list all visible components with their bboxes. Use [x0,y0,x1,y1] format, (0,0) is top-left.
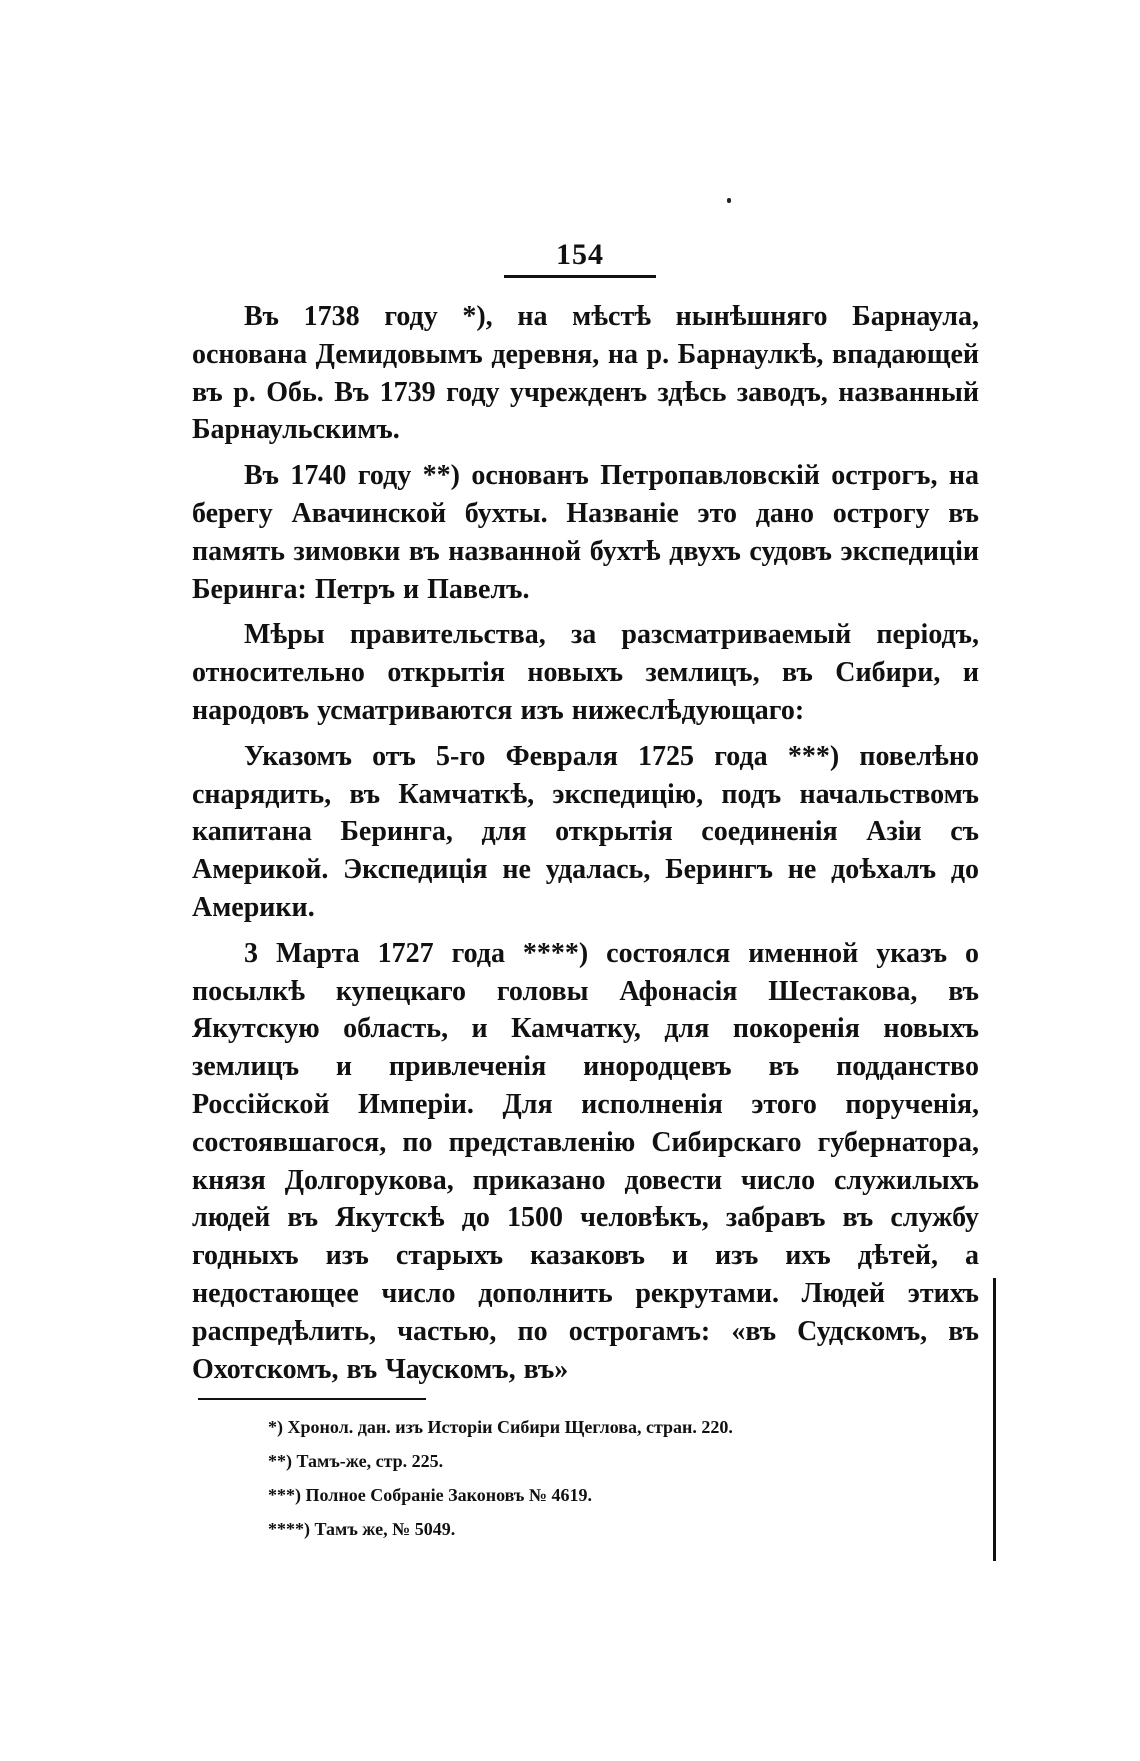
footnote-1: *) Хронол. дан. изъ Исторіи Сибири Щеглова, стран. 220. [268,1417,733,1437]
paragraph-bering-expedition: Указомъ отъ 5-го Февраля 1725 года ***) повелѣно снарядить, въ Камчаткѣ, экспедицію, подъ начальствомъ капитана Беринга, для открытія соединенія Азіи съ Америкой. Экспедиція не удалась, Берингъ не доѣхалъ до Америки. [192,740,979,923]
footnote-2: **) Тамъ-же, стр. 225. [268,1451,444,1471]
footnote-4: ****) Тамъ же, № 5049. [268,1519,456,1539]
print-speck [727,198,731,203]
body-text [192,298,979,1396]
footnote-divider [198,1398,426,1400]
page-edge-line [993,1278,996,1561]
paragraph-government-measures: Мѣры правительства, за разсматриваемый періодъ, относительно открытія новыхъ землицъ, въ Сибири, и народовъ усматриваются изъ нижеслѣдующаго: [192,619,979,726]
page-number-underline [504,275,656,278]
paragraph-barnaul: Въ 1738 году *), на мѣстѣ нынѣшняго Барнаула, основана Демидовымъ деревня, на р. Барнаулкѣ, впадающей въ р. Обь. Въ 1739 году учрежденъ здѣсь заводъ, названный Барнаульскимъ. [192,301,979,446]
paragraph-shestakov-decree: 3 Марта 1727 года ****) состоялся именной указъ о посылкѣ купецкаго головы Афонасія Шестакова, въ Якутскую область, и Камчатку, для покоренія новыхъ землицъ и привлеченія инородцевъ въ подданство Россійской Имперіи. Для исполненія этого порученія, состоявшагося, по представленію Сибирскаго губернатора, князя Долгорукова, приказано довести число служилыхъ людей въ Якутскѣ до 1500 человѣкъ, забравъ въ службу годныхъ изъ старыхъ казаковъ и изъ ихъ дѣтей, а недостающее число дополнить рекрутами. Людей этихъ распредѣлить, частью, по острогамъ: «въ Судскомъ, въ Охотскомъ, въ Чаускомъ, въ» [192,937,979,1385]
footnote-3: ***) Полное Собраніе Законовъ № 4619. [268,1485,592,1505]
page-number: 154 [556,238,604,271]
footnotes [268,1410,888,1546]
paragraph-petropavlovsk: Въ 1740 году **) основанъ Петропавловскій острогъ, на берегу Авачинской бухты. Названіе это дано острогу въ память зимовки въ названной бухтѣ двухъ судовъ экспедиціи Беринга: Петръ и Павелъ. [192,460,979,605]
